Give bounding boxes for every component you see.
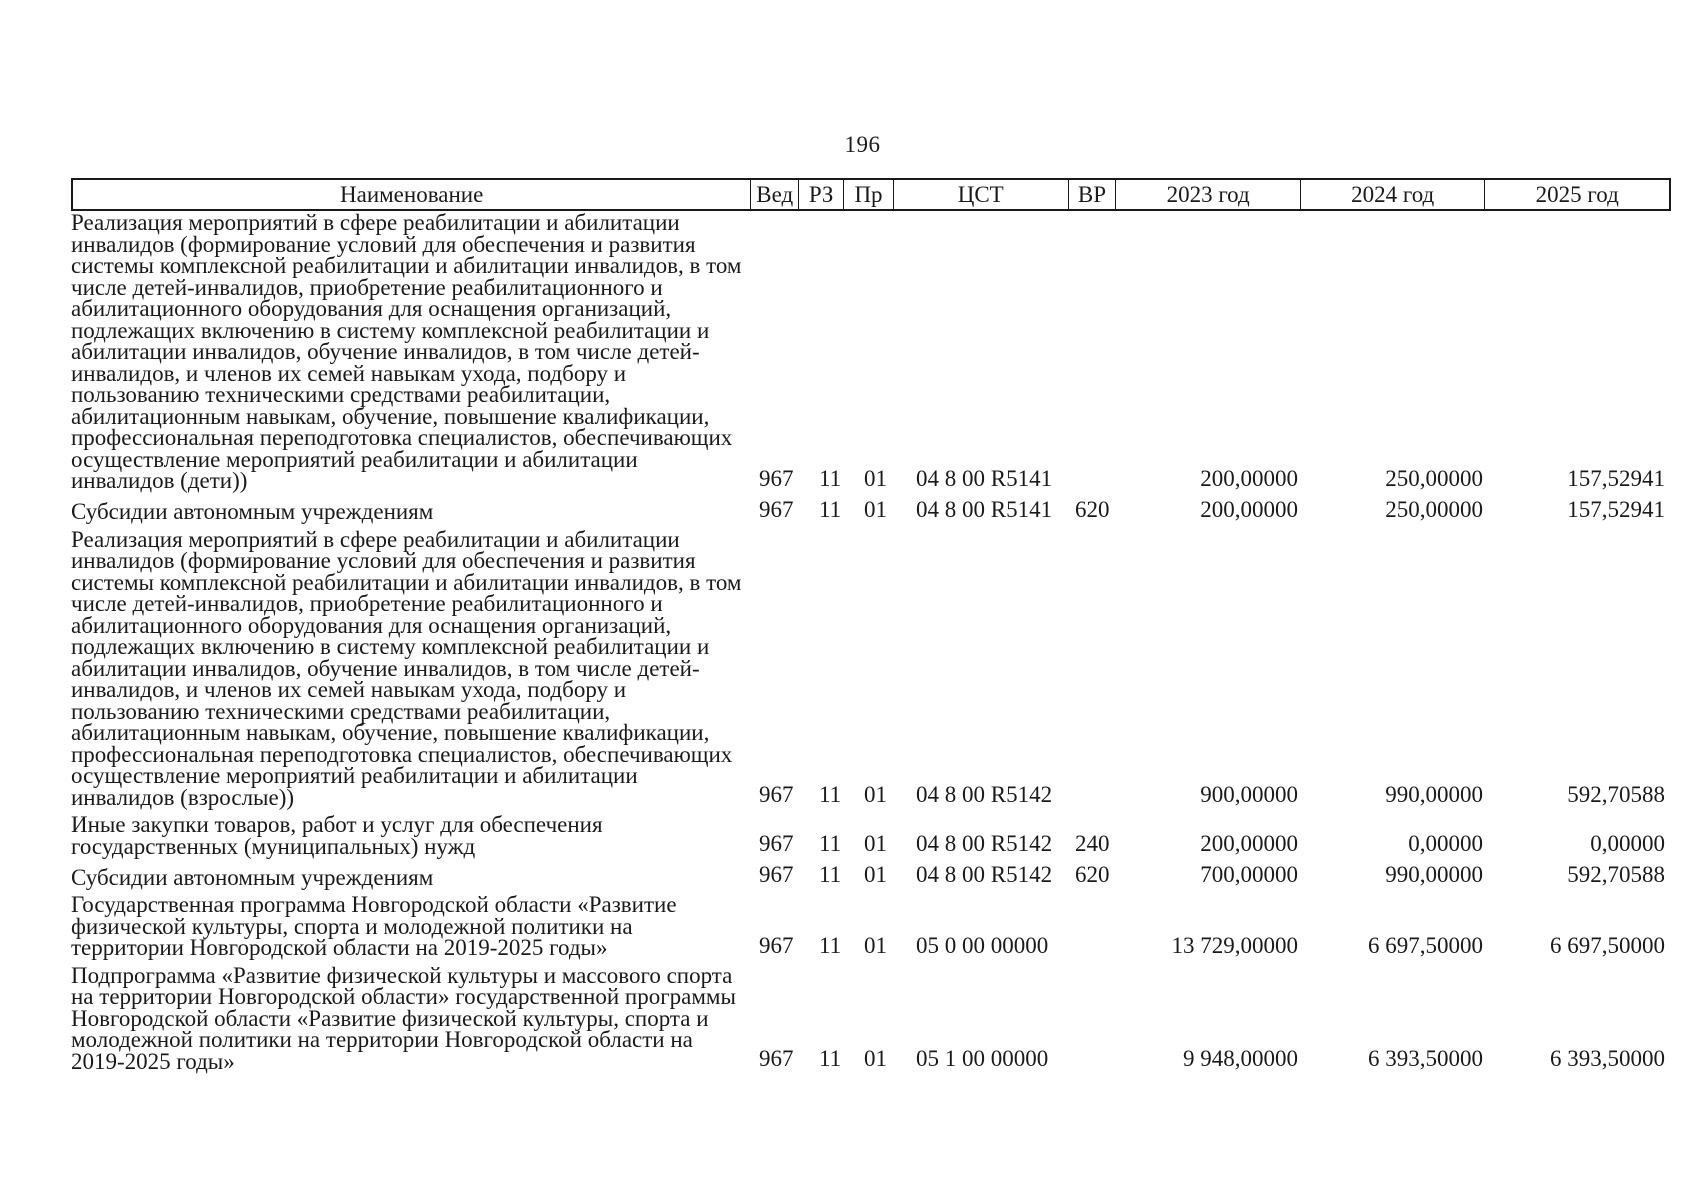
row-pr: 01: [864, 932, 887, 958]
row-vr: [1071, 807, 1119, 808]
row-2025: 592,70588: [1567, 782, 1665, 807]
row-2024: 250,00000: [1385, 465, 1483, 491]
row-vr: [1071, 491, 1119, 492]
row-2023: 200,00000: [1200, 831, 1298, 856]
row-2024: 990,00000: [1385, 862, 1483, 887]
row-ved: 967: [759, 831, 794, 856]
row-ved: 967: [759, 1046, 794, 1071]
row-pr: 01: [864, 496, 887, 522]
table-row: [71, 212, 1671, 492]
header-pr: Пр: [844, 180, 894, 209]
header-vr: ВР: [1069, 180, 1117, 209]
header-2023: 2023 год: [1116, 180, 1301, 209]
row-cst: 04 8 00 R5142: [916, 831, 1053, 856]
row-2025: 6 393,50000: [1550, 1046, 1665, 1071]
row-rz: 11: [819, 862, 842, 887]
table-row: [71, 863, 1671, 888]
table-header: [71, 178, 1671, 211]
row-2023: 9 948,00000: [1183, 1046, 1298, 1071]
row-cst: 05 0 00 00000: [916, 932, 1049, 958]
row-2025: 6 697,50000: [1550, 932, 1665, 958]
row-vr: 240: [1075, 831, 1110, 856]
row-ved: 967: [759, 932, 794, 958]
row-vr: 620: [1075, 496, 1110, 522]
table-row: [71, 498, 1671, 523]
row-rz: 11: [819, 465, 842, 491]
row-2024: 990,00000: [1385, 782, 1483, 807]
row-pr: 01: [864, 465, 887, 491]
table-row: [71, 814, 1671, 857]
row-2023: 13 729,00000: [1171, 932, 1298, 958]
row-cst: 04 8 00 R5141: [916, 465, 1053, 491]
row-pr: 01: [864, 1046, 887, 1071]
row-vr: [1071, 1071, 1119, 1072]
row-name: Иные закупки товаров, работ и услуг для обеспечения государственных (муниципальных) нужд: [71, 812, 603, 859]
row-2024: 6 393,50000: [1368, 1046, 1483, 1071]
row-2025: 157,52941: [1567, 465, 1665, 491]
row-rz: 11: [819, 831, 842, 856]
row-cst: 05 1 00 00000: [916, 1046, 1049, 1071]
row-rz: 11: [819, 1046, 842, 1071]
row-rz: 11: [819, 782, 842, 807]
table-body: [71, 212, 1671, 1078]
row-name: Государственная программа Новгородской области «Развитие физической культуры, спорта и молодежной политики на территории Новгородской области на 2019-2025 годы»: [71, 892, 677, 960]
header-2024: 2024 год: [1301, 180, 1486, 209]
row-2023: 900,00000: [1200, 782, 1298, 807]
row-cst: 04 8 00 R5141: [916, 496, 1053, 522]
table-row: [71, 894, 1671, 959]
row-2024: 0,00000: [1408, 831, 1483, 856]
header-ved: Вед: [751, 180, 799, 209]
row-2023: 200,00000: [1200, 465, 1298, 491]
row-2023: 200,00000: [1200, 496, 1298, 522]
row-name: Субсидии автономным учреждениям: [71, 499, 434, 524]
row-name: Субсидии автономным учреждениям: [71, 864, 434, 890]
table-row: [71, 962, 1671, 1074]
row-pr: 01: [864, 782, 887, 807]
row-cst: 04 8 00 R5142: [916, 782, 1053, 807]
row-pr: 01: [864, 862, 887, 887]
header-2025: 2025 год: [1535, 182, 1619, 207]
page-number: 196: [844, 132, 881, 157]
header-cst: ЦСТ: [894, 180, 1069, 209]
row-name: Реализация мероприятий в сфере реабилитации и абилитации инвалидов (формирование условий для обеспечения и развития системы комплексной реабилитации и абилитации инвалидов, в том числе детей-инвалидов, приобретение реабилитационного и абилитационного оборудования для оснащения организаций, подлежащих включению в систему комплексной реабилитации и абилитации инвалидов, обучение инвалидов, в том числе детей-инвалидов, и членов их семей навыкам ухода, подбору и пользованию техническими средствами реабилитации, абилитационным навыкам, обучение, повышение квалификации, профессиональная переподготовка специалистов, обеспечивающих осуществление мероприятий реабилитации и абилитации инвалидов (дети)): [71, 210, 742, 493]
row-ved: 967: [759, 862, 794, 887]
row-vr: 620: [1075, 862, 1110, 887]
row-cst: 04 8 00 R5142: [916, 862, 1053, 887]
row-rz: 11: [819, 932, 842, 958]
header-name: Наименование: [73, 180, 751, 209]
row-2023: 700,00000: [1200, 862, 1298, 887]
row-rz: 11: [819, 496, 842, 522]
row-ved: 967: [759, 465, 794, 491]
row-2025: 592,70588: [1567, 862, 1665, 887]
row-name: Реализация мероприятий в сфере реабилитации и абилитации инвалидов (формирование условий для обеспечения и развития системы комплексной реабилитации и абилитации инвалидов, в том числе детей-инвалидов, приобретение реабилитационного и абилитационного оборудования для оснащения организаций, подлежащих включению в систему комплексной реабилитации и абилитации инвалидов, обучение инвалидов, в том числе детей-инвалидов, и членов их семей навыкам ухода, подбору и пользованию техническими средствами реабилитации, абилитационным навыкам, обучение, повышение квалификации, профессиональная переподготовка специалистов, обеспечивающих осуществление мероприятий реабилитации и абилитации инвалидов (взрослые)): [71, 526, 742, 810]
row-vr: [1071, 958, 1119, 959]
row-pr: 01: [864, 831, 887, 856]
row-name: Подпрограмма «Развитие физической культуры и массового спорта на территории Новгородской области» государственной программы Новгородской области «Развитие физической культуры, спорта и молодежной политики на территории Новгородской области на 2019-2025 годы»: [71, 962, 736, 1074]
row-2025: 157,52941: [1567, 496, 1665, 522]
header-rz: РЗ: [799, 180, 844, 209]
row-2024: 6 697,50000: [1368, 932, 1483, 958]
row-2025: 0,00000: [1590, 831, 1665, 856]
table-row: [71, 526, 1671, 810]
row-ved: 967: [759, 496, 794, 522]
row-ved: 967: [759, 782, 794, 807]
row-2024: 250,00000: [1385, 496, 1483, 522]
